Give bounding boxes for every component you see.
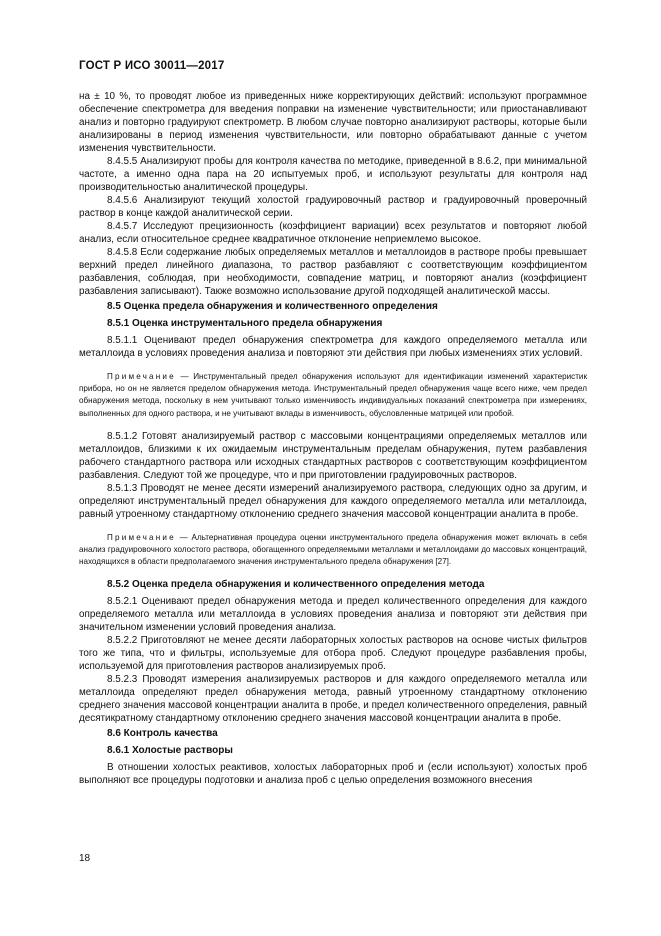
paragraph: 8.4.5.5 Анализируют пробы для контроля качества по методике, приведенной в 8.6.2, при минимальной частоте, а именно одна пара на 20 испытуемых проб, и используют результаты для контроля над производительностью аналитической процедуры. bbox=[79, 156, 587, 193]
document-header: ГОСТ Р ИСО 30011—2017 bbox=[79, 60, 225, 72]
note bbox=[79, 371, 587, 420]
note-text: — Инструментальный предел обнаружения используют для идентификации изменений характеристик прибора, но он не является пределом обнаружения метода. Инструментальный предел обнаружения чаще всего ниже, чем предел обнаружения метода, поскольку в нем учитывают только изменчивость индивидуальных показаний спектрометра при измерениях, выполненных для одного раствора, и не учитывают вклады в изменчивость, обусловленные матрицей или пробой. bbox=[79, 372, 587, 418]
paragraph: 8.5.2.1 Оценивают предел обнаружения метода и предел количественного определения для каждого определяемого металла или металлоида в условиях проведения анализа и повторяют эти действия при значительном изменении условий проведения анализа. bbox=[79, 596, 587, 634]
note-label: Примечание bbox=[107, 372, 176, 381]
paragraph: 8.4.5.6 Анализируют текущий холостой градуировочный раствор и градуировочный проверочный раствор в конце каждой аналитической серии. bbox=[79, 195, 587, 219]
paragraph: 8.4.5.8 Если содержание любых определяемых металлов и металлоидов в растворе пробы превышает верхний предел линейного диапазона, то раствор разбавляют с соответствующим коэффициентом разбавления, соблюдая, при необходимости, совпадение матриц, и повторяют анализ (коэффициент разбавления записывают). Также возможно использование другой подходящей аналитической массы. bbox=[79, 247, 587, 297]
section-heading: 8.5.1 Оценка инструментального предела обнаружения bbox=[107, 318, 383, 329]
paragraph: 8.5.2.3 Проводят измерения анализируемых растворов и для каждого определяемого металла или металлоида определяют предел обнаружения метода, равный утроенному стандартному отклонению среднего значения массовой концентрации аналита в пробе, и предел количественного определения, равный десятикратному стандартному отклонению среднего значения массовой концентрации аналита в пробе. bbox=[79, 674, 587, 725]
section-heading: 8.5.2 Оценка предела обнаружения и количественного определения метода bbox=[107, 579, 485, 591]
paragraph: 8.5.1.1 Оценивают предел обнаружения спектрометра для каждого определяемого металла или металлоида в условиях проведения анализа и повторяют эти действия при любых изменениях этих условий. bbox=[79, 335, 587, 359]
document-page bbox=[79, 60, 587, 787]
section-heading: 8.6.1 Холостые растворы bbox=[107, 745, 233, 757]
note-text: — Альтернативная процедура оценки инструментального предела обнаружения может включать в себя анализ градуировочного холостого раствора, обогащенного определяемыми металлами и металлоидами до массовых концентраций, находящихся в области предполагаемого значения инструментального предела обнаружения [27]. bbox=[79, 532, 587, 567]
paragraph: 8.5.2.2 Приготовляют не менее десяти лабораторных холостых растворов на основе чистых фильтров того же типа, что и фильтры, используемые для отбора проб. Следуют процедуре разбавления пробы, используемой для приготовления растворов анализируемых проб. bbox=[79, 635, 587, 673]
note bbox=[79, 532, 587, 569]
paragraph: 8.5.1.3 Проводят не менее десяти измерений анализируемого раствора, следующих одно за другим, и определяют инструментальный предел обнаружения для каждого определяемого металла или металлоида, равный утроенному стандартному отклонению среднего значения массовой концентрации аналита в пробе. bbox=[79, 482, 587, 520]
paragraph: 8.5.1.2 Готовят анализируемый раствор с массовыми концентрациями определяемых металлов или металлоидов, близкими к их ожидаемым инструментальным пределам обнаружения, путем разбавления рабочего стандартного раствора или исходных стандартных растворов с соответствующим коэффициентом разбавления. Следуют той же процедуре, что и при приготовлении градуировочных растворов. bbox=[79, 430, 587, 481]
paragraph: 8.4.5.7 Исследуют прецизионность (коэффициент вариации) всех результатов и повторяют любой анализ, если относительное среднее квадратичное отклонение неприемлемо высокое. bbox=[79, 221, 587, 245]
section-heading: 8.5 Оценка предела обнаружения и количественного определения bbox=[107, 301, 438, 312]
paragraph: В отношении холостых реактивов, холостых лабораторных проб и (если используют) холостых проб выполняют все процедуры подготовки и анализа проб с целью определения возможного внесения bbox=[79, 762, 587, 787]
note-label: Примечание bbox=[107, 532, 176, 542]
section-heading: 8.6 Контроль качества bbox=[107, 728, 218, 740]
document-body bbox=[79, 90, 587, 787]
paragraph: на ± 10 %, то проводят любое из приведенных ниже корректирующих действий: используют программное обеспечение спектрометра для введения поправки на изменение чувствительности; или приостанавливают анализ и повторно градуируют спектрометр. В любом случае повторно анализируют растворы, которые были анализированы в период изменения чувствительности, или повторно обрабатывают данные с учетом изменения чувствительности. bbox=[79, 91, 587, 154]
page-number: 18 bbox=[79, 853, 91, 864]
